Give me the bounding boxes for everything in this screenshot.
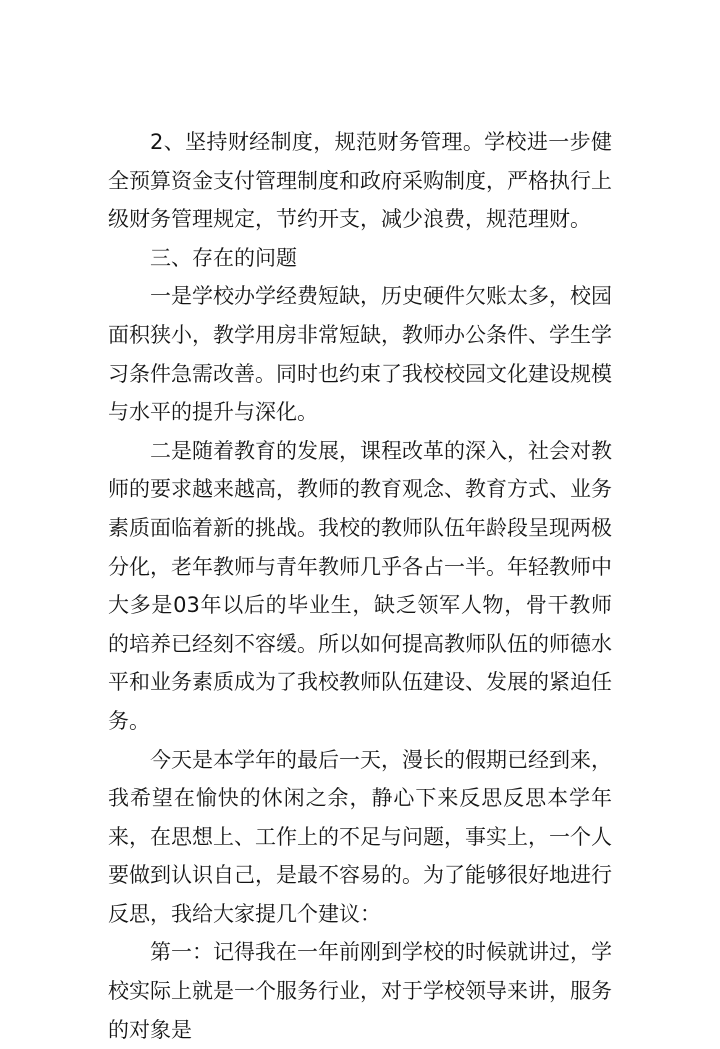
paragraph-teacher-challenges: 二是随着教育的发展，课程改革的深入，社会对教师的要求越来越高，教师的教育观念、教育方式、业务素质面临着新的挑战。我校的教师队伍年龄段呈现两极分化，老年教师与青年教师几乎各占一半。年轻教师中大多是03年以后的毕业生，缺乏领军人物，骨干教师的培养已经刻不容缓。所以如何提高教师队伍的师德水平和业务素质成为了我校教师队伍建设、发展的紧迫任务。 bbox=[108, 438, 612, 733]
paragraph-funding-shortage: 一是学校办学经费短缺，历史硬件欠账太多，校园面积狭小，教学用房非常短缺，教师办公条件、学生学习条件急需改善。同时也约束了我校校园文化建设规模与水平的提升与深化。 bbox=[108, 284, 612, 425]
paragraph-first-suggestion: 第一：记得我在一年前刚到学校的时候就讲过，学校实际上就是一个服务行业，对于学校领导来讲，服务的对象是 bbox=[108, 940, 612, 1042]
section-heading-existing-problems: 三、存在的问题 bbox=[150, 245, 297, 270]
document-body bbox=[108, 123, 612, 1049]
paragraph-finance-management: 2、坚持财经制度，规范财务管理。学校进一步健全预算资金支付管理制度和政府采购制度，严格执行上级财务管理规定，节约开支，减少浪费，规范理财。 bbox=[108, 130, 612, 232]
paragraph-reflection: 今天是本学年的最后一天，漫长的假期已经到来，我希望在愉快的休闲之余，静心下来反思反思本学年来，在思想上、工作上的不足与问题，事实上，一个人要做到认识自己，是最不容易的。为了能够很好地进行反思，我给大家提几个建议： bbox=[108, 747, 612, 926]
